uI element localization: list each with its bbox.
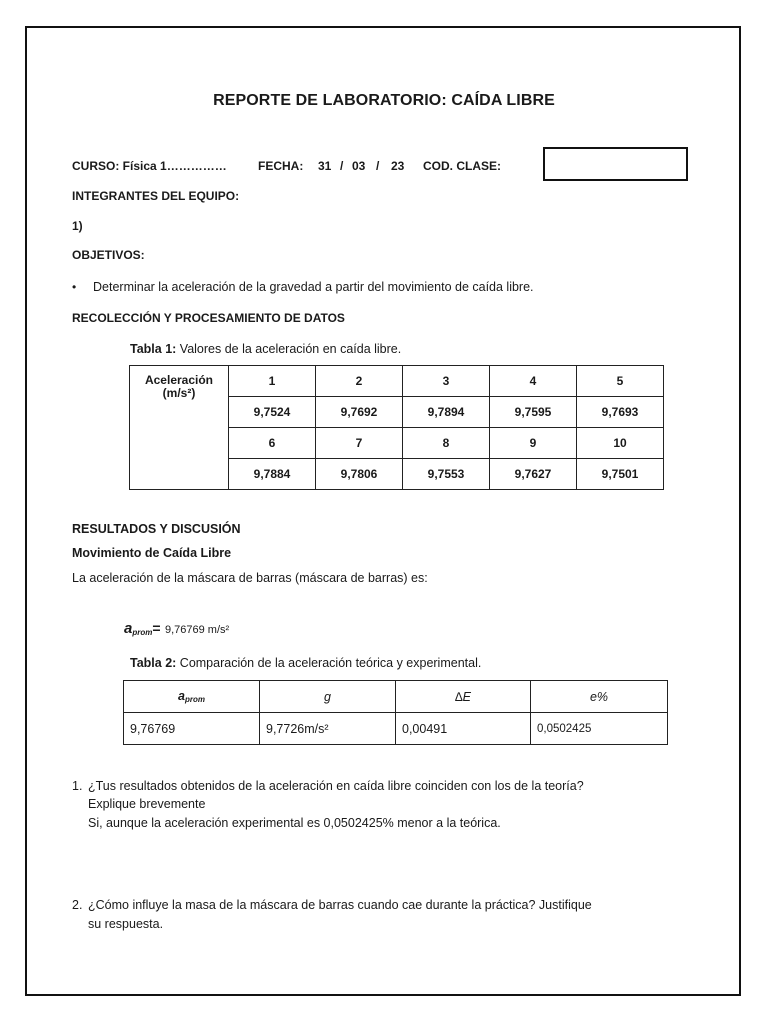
table-cell: 9,7553 bbox=[403, 459, 490, 490]
objetivos-label: OBJETIVOS: bbox=[72, 248, 145, 262]
aprom-equals: = bbox=[152, 620, 161, 636]
table-cell: 7 bbox=[316, 428, 403, 459]
table-row bbox=[130, 366, 664, 397]
tabla1 bbox=[129, 365, 664, 490]
table-cell: 5 bbox=[577, 366, 664, 397]
pregunta-2-line1: ¿Cómo influye la masa de la máscara de barras cuando cae durante la práctica? Justifique bbox=[88, 898, 592, 912]
table-cell: 9,7692 bbox=[316, 397, 403, 428]
header-error-percent: e% bbox=[531, 681, 668, 713]
table-cell: 9,7894 bbox=[403, 397, 490, 428]
aprom-symbol: a bbox=[124, 620, 133, 637]
table-cell: 9,7806 bbox=[316, 459, 403, 490]
aprom-formula bbox=[124, 620, 229, 638]
table-cell: 3 bbox=[403, 366, 490, 397]
resultados-label: RESULTADOS Y DISCUSIÓN bbox=[72, 522, 241, 536]
table-row bbox=[124, 713, 668, 745]
tabla2-caption-label: Tabla 2: bbox=[130, 656, 177, 670]
objetivo-item: Determinar la aceleración de la gravedad a partir del movimiento de caída libre. bbox=[93, 280, 534, 294]
fecha-separator: / bbox=[376, 159, 380, 173]
table-cell: 0,0502425 bbox=[531, 713, 668, 745]
table-cell: 10 bbox=[577, 428, 664, 459]
pregunta-1-line1: ¿Tus resultados obtenidos de la aceleración en caída libre coinciden con los de la teoría? bbox=[88, 779, 584, 793]
fecha-year: 23 bbox=[391, 159, 405, 173]
tabla1-label-line2: (m/s²) bbox=[162, 386, 196, 400]
table-cell: 0,00491 bbox=[396, 713, 531, 745]
report-title: REPORTE DE LABORATORIO: CAÍDA LIBRE bbox=[213, 92, 555, 109]
fecha-month: 03 bbox=[352, 159, 366, 173]
tabla2 bbox=[123, 680, 668, 745]
table-cell: 9,7693 bbox=[577, 397, 664, 428]
pregunta-2-number: 2. bbox=[72, 898, 83, 912]
curso-label: CURSO: Física 1…………… bbox=[72, 159, 227, 173]
tabla1-caption-text: Valores de la aceleración en caída libre. bbox=[176, 342, 402, 356]
table-cell: 1 bbox=[229, 366, 316, 397]
intro-text: La aceleración de la máscara de barras (máscara de barras) es: bbox=[72, 571, 428, 585]
table-cell: 4 bbox=[490, 366, 577, 397]
tabla1-caption bbox=[130, 342, 401, 356]
aprom-subscript: prom bbox=[132, 628, 153, 637]
integrante-1: 1) bbox=[72, 219, 83, 233]
pregunta-2-line2: su respuesta. bbox=[88, 917, 164, 931]
table-cell: 9,7884 bbox=[229, 459, 316, 490]
fecha-separator: / bbox=[340, 159, 344, 173]
aprom-value: 9,76769 m/s² bbox=[164, 624, 230, 636]
table-cell: 9,7726m/s² bbox=[260, 713, 396, 745]
table-cell: 6 bbox=[229, 428, 316, 459]
table-cell: 9,7524 bbox=[229, 397, 316, 428]
aprom-symbol: a bbox=[178, 689, 185, 703]
table-cell: 9 bbox=[490, 428, 577, 459]
tabla2-caption bbox=[130, 656, 481, 670]
tabla1-caption-label: Tabla 1: bbox=[130, 342, 177, 356]
tabla1-row-label bbox=[130, 366, 229, 490]
fecha-label: FECHA: bbox=[258, 159, 304, 173]
bullet-icon: • bbox=[72, 280, 77, 294]
table-cell: 8 bbox=[403, 428, 490, 459]
table-row bbox=[124, 681, 668, 713]
pregunta-1-number: 1. bbox=[72, 779, 83, 793]
pregunta-1-answer: Si, aunque la aceleración experimental es 0,0502425% menor a la teórica. bbox=[88, 816, 501, 830]
recoleccion-label: RECOLECCIÓN Y PROCESAMIENTO DE DATOS bbox=[72, 311, 345, 325]
table-cell: 9,76769 bbox=[124, 713, 260, 745]
header-aprom bbox=[124, 681, 260, 713]
aprom-subscript: prom bbox=[184, 695, 205, 704]
table-cell: 9,7627 bbox=[490, 459, 577, 490]
movimiento-label: Movimiento de Caída Libre bbox=[72, 546, 232, 560]
header-delta-e: ∆E bbox=[396, 681, 531, 713]
tabla1-label-line1: Aceleración bbox=[144, 373, 214, 387]
cod-clase-field[interactable] bbox=[543, 147, 688, 181]
table-cell: 9,7501 bbox=[577, 459, 664, 490]
pregunta-1-line2: Explique brevemente bbox=[88, 797, 206, 811]
fecha-day: 31 bbox=[318, 159, 332, 173]
tabla2-caption-text: Comparación de la aceleración teórica y experimental. bbox=[176, 656, 482, 670]
integrantes-label: INTEGRANTES DEL EQUIPO: bbox=[72, 189, 240, 203]
table-cell: 2 bbox=[316, 366, 403, 397]
header-g: g bbox=[260, 681, 396, 713]
table-cell: 9,7595 bbox=[490, 397, 577, 428]
cod-clase-label: COD. CLASE: bbox=[423, 159, 501, 173]
